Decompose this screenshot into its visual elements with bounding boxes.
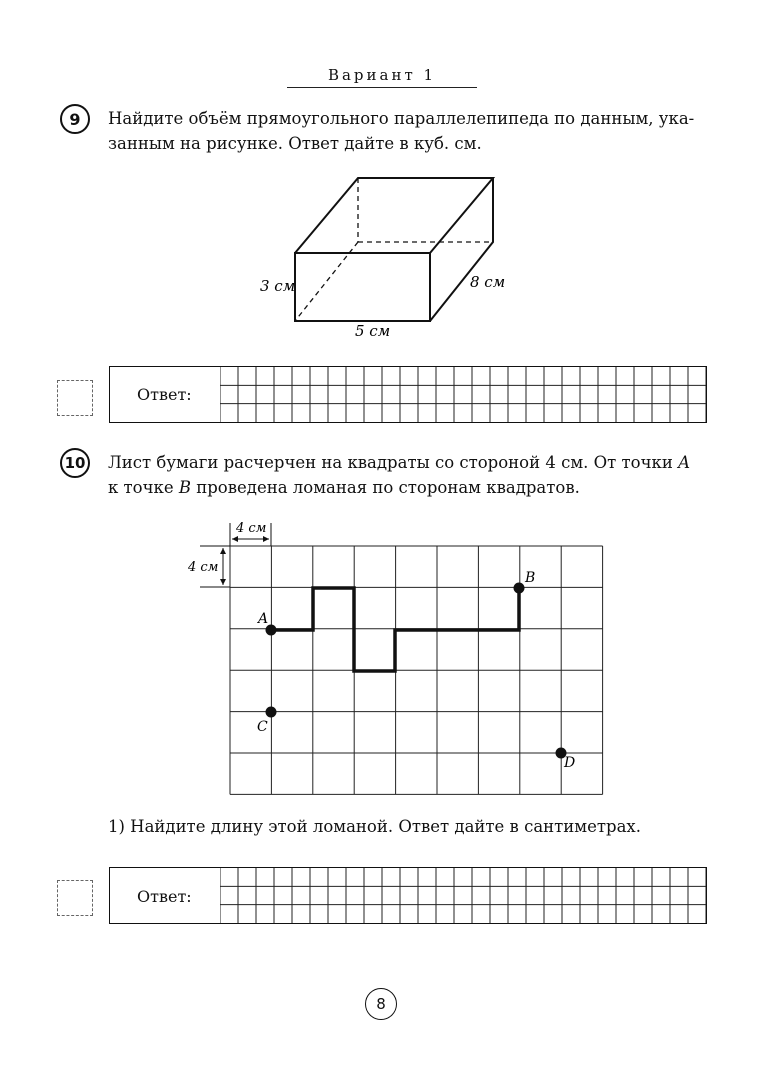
- answer-9-score-box: [57, 380, 93, 416]
- box-right-face: [430, 178, 493, 321]
- box-front-face: [295, 253, 430, 321]
- point-c-label: C: [257, 719, 268, 735]
- task-10-point-b-ref: B: [178, 478, 191, 497]
- point-b: [514, 583, 525, 594]
- task-10-text-part: Лист бумаги расчерчен на квадраты со стороной 4 см. От точки: [108, 453, 679, 472]
- answer-10-label: Ответ:: [137, 887, 192, 906]
- box-height-label: 3 см: [260, 277, 296, 295]
- task-9-text-line-1: Найдите объём прямоугольного параллелепипеда по данным, ука-: [108, 109, 695, 128]
- variant-title: Вариант 1: [327, 66, 437, 84]
- answer-9-grid[interactable]: [220, 367, 706, 422]
- task-9-number: 9: [60, 104, 90, 134]
- dim-h-arrow-right: [263, 536, 269, 542]
- box-figure: [240, 170, 520, 345]
- dim-v-label: 4 см: [188, 560, 219, 575]
- task-10-number: 10: [60, 448, 90, 478]
- box-width-label: 5 см: [355, 322, 391, 340]
- point-b-label: B: [525, 570, 536, 586]
- task-9-text-line-2: занным на рисунке. Ответ дайте в куб. см.: [108, 134, 482, 153]
- answer-9-label: Ответ:: [137, 385, 192, 404]
- dim-h-arrow-left: [232, 536, 238, 542]
- task-10-text: [108, 450, 718, 500]
- broken-line-a-to-b: [271, 588, 519, 671]
- header-underline: [287, 87, 477, 88]
- task-10-grid-figure: [180, 515, 620, 805]
- task-10-question-1: 1) Найдите длину этой ломаной. Ответ дайте в сантиметрах.: [108, 817, 641, 836]
- box-depth-label: 8 см: [470, 273, 506, 291]
- dim-v-arrow-top: [220, 548, 226, 554]
- dim-v-arrow-bottom: [220, 579, 226, 585]
- answer-10-score-box: [57, 880, 93, 916]
- answer-10-grid[interactable]: [220, 868, 706, 923]
- task-10-text-part: проведена ломаная по сторонам квадратов.: [191, 478, 580, 497]
- task-10-text-part: к точке: [108, 478, 179, 497]
- dim-h-label: 4 см: [236, 521, 267, 536]
- point-c: [266, 707, 277, 718]
- task-10-point-a-ref: A: [678, 453, 691, 472]
- task-9-text: [108, 106, 708, 156]
- point-a-label: A: [258, 611, 269, 627]
- point-d-label: D: [564, 755, 576, 771]
- task-10-text-line-1: [108, 450, 718, 475]
- task-10-text-line-2: [108, 475, 718, 500]
- answer-10-box: [109, 867, 707, 924]
- answer-9-box: [109, 366, 707, 423]
- page-number: 8: [365, 988, 397, 1020]
